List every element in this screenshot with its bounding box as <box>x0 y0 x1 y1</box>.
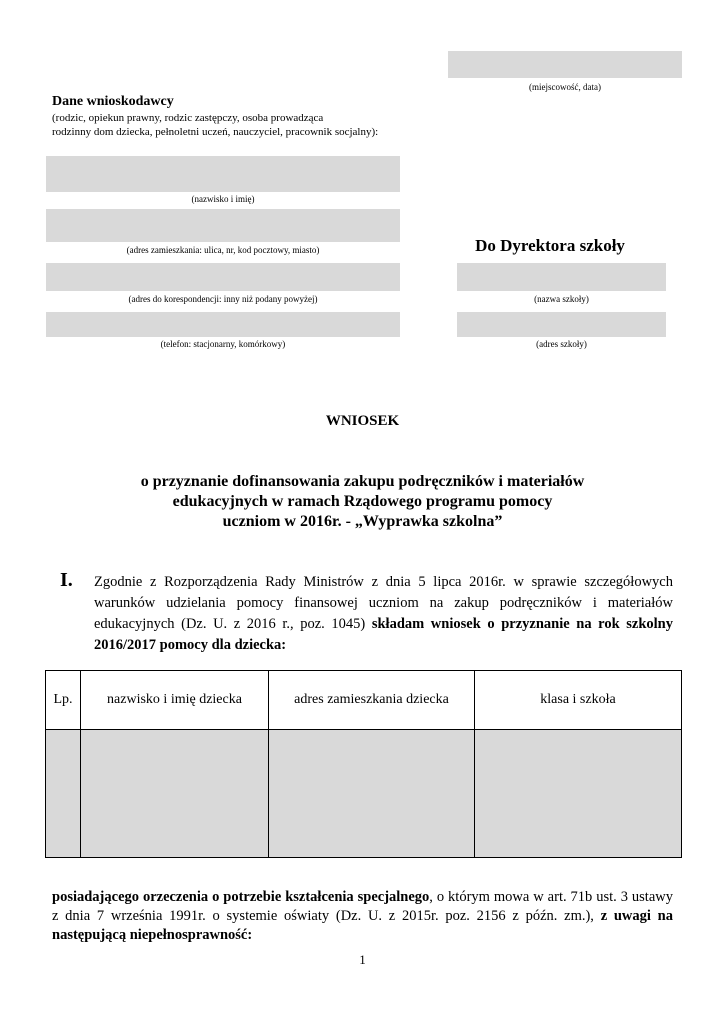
school-address-caption: (adres szkoły) <box>536 339 587 349</box>
school-name-field[interactable] <box>457 263 666 291</box>
place-date-field[interactable] <box>448 51 682 78</box>
cell-child-address[interactable] <box>269 730 475 858</box>
subtitle-line2: edukacyjnych w ramach Rządowego programu pomocy <box>172 493 553 510</box>
header-child-name: nazwisko i imię dziecka <box>81 671 269 730</box>
section-text-bold2: o przyznanie na rok szkolny 2016/2017 pomocy dla dziecka: <box>94 616 673 653</box>
section-text-bold1: składam wniosek <box>371 616 481 632</box>
cell-class-school[interactable] <box>475 730 682 858</box>
school-address-field[interactable] <box>457 312 666 337</box>
document-title: WNIOSEK <box>325 413 400 429</box>
subtitle-line1: o przyznanie dofinansowania zakupu podręczników i materiałów <box>140 473 585 490</box>
applicant-address-caption: (adres zamieszkania: ulica, nr, kod pocztowy, miasto) <box>126 245 320 255</box>
bottom-text: , o którym mowa w art. 71b ust. 3 ustawy z dnia 7 września 1991r. o systemie oświaty (Dz. U. z 2015r. poz. 2156 z późn. zm.), <box>52 889 673 924</box>
document-subtitle <box>80 472 645 532</box>
applicant-desc-line2: rodzinny dom dziecka, pełnoletni uczeń, nauczyciel, pracownik socjalny): <box>52 126 379 138</box>
page-number: 1 <box>359 952 366 967</box>
section-text <box>94 572 673 656</box>
section-number: I. <box>60 569 73 591</box>
disability-paragraph <box>52 888 673 945</box>
section-text-body: Zgodnie z Rozporządzenia Rady Ministrów z dnia 5 lipca 2016r. w sprawie szczegółowych warunków udzielania pomocy finansowej uczniom na zakup podręczników i materiałów edukacyjnych (Dz. U. z 2016 r., poz. 1045) <box>94 574 673 632</box>
cell-lp[interactable] <box>46 730 81 858</box>
header-child-address: adres zamieszkania dziecka <box>269 671 475 730</box>
header-class-school: klasa i szkoła <box>475 671 682 730</box>
applicant-name-field[interactable] <box>46 156 400 192</box>
correspondence-address-field[interactable] <box>46 263 400 291</box>
correspondence-address-caption: (adres do korespondencji: inny niż podany powyżej) <box>128 294 318 304</box>
cell-child-name[interactable] <box>81 730 269 858</box>
table-header-row <box>46 671 682 730</box>
applicant-title: Dane wnioskodawcy <box>52 94 174 109</box>
header-lp: Lp. <box>46 671 81 730</box>
subtitle-line3: uczniom w 2016r. - „Wyprawka szkolna” <box>222 513 503 530</box>
bottom-bold-end: z uwagi na następującą niepełnosprawność: <box>52 908 673 943</box>
recipient-title: Do Dyrektora szkoły <box>475 236 625 255</box>
phone-caption: (telefon: stacjonarny, komórkowy) <box>160 339 286 349</box>
school-name-caption: (nazwa szkoły) <box>534 294 589 304</box>
place-date-caption: (miejscowość, data) <box>529 82 601 92</box>
children-table <box>45 670 682 858</box>
applicant-description <box>52 111 482 139</box>
phone-field[interactable] <box>46 312 400 337</box>
table-row <box>46 730 682 858</box>
applicant-address-field[interactable] <box>46 209 400 242</box>
applicant-desc-line1: (rodzic, opiekun prawny, rodzic zastępczy, osoba prowadząca <box>52 112 324 124</box>
bottom-bold-start: posiadającego orzeczenia o potrzebie kształcenia specjalnego <box>52 889 430 905</box>
applicant-name-caption: (nazwisko i imię) <box>191 194 255 204</box>
